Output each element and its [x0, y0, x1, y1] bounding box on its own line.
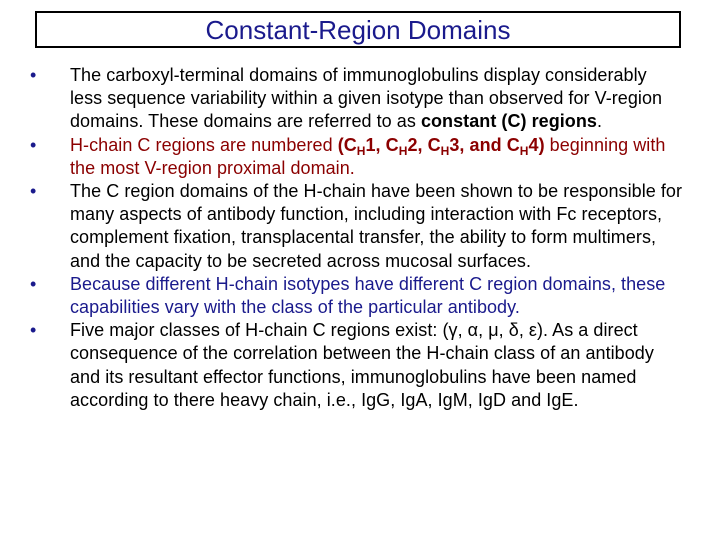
bullet-item-2: [30, 134, 682, 180]
slide-title-box: [35, 11, 681, 48]
bullet-item-5: [30, 319, 682, 412]
bullet-item-1: [30, 64, 682, 134]
bullet-1-end: .: [596, 111, 603, 132]
slide-title: Constant-Region Domains: [205, 14, 511, 45]
bullet-2-text-start: H-chain C regions are numbered: [70, 134, 338, 155]
bullet-dot: •: [30, 181, 37, 202]
bullet-dot: •: [30, 320, 37, 341]
bullet-2-domains: ($C_H1$, $C_H2$, $C_H3$, and $C_H4$): [337, 134, 545, 158]
bullet-list: [30, 64, 682, 412]
bullet-4-text: Because different H-chain isotypes have different C region domains, these capabilities vary with the class of the particular antibody.: [70, 273, 666, 318]
bullet-item-3: [30, 180, 682, 273]
bullet-dot: •: [30, 134, 37, 155]
bullet-5-text: Five major classes of H-chain C regions exist: (γ, α, μ, δ, ε). As a direct consequence of the correlation between the H-chain class of an antibody and its resultant effector functions, immunoglobulins have been named according to there heavy chain, i.e., IgG, IgA, IgM, IgD and IgE.: [70, 320, 654, 410]
bullet-item-4: [30, 273, 682, 319]
bullet-dot: •: [30, 65, 37, 85]
bullet-2-text-end: beginning with the most V-region proximal domain.: [70, 134, 666, 178]
bullet-3-text: The C region domains of the H-chain have been shown to be responsible for many aspects of antibody function, including interaction with Fc receptors, complement fixation, transplacental transfer, the ability to form multimers, and the capacity to be secreted across mucosal surfaces.: [70, 181, 683, 271]
bullet-dot: •: [30, 273, 37, 294]
bullet-1-text: The carboxyl-terminal domains of immunoglobulins display considerably less sequence variability within a given isotype than observed for V-region domains. These domains are referred to as: [70, 65, 663, 132]
bullet-1-bold: constant (C) regions: [420, 111, 597, 132]
